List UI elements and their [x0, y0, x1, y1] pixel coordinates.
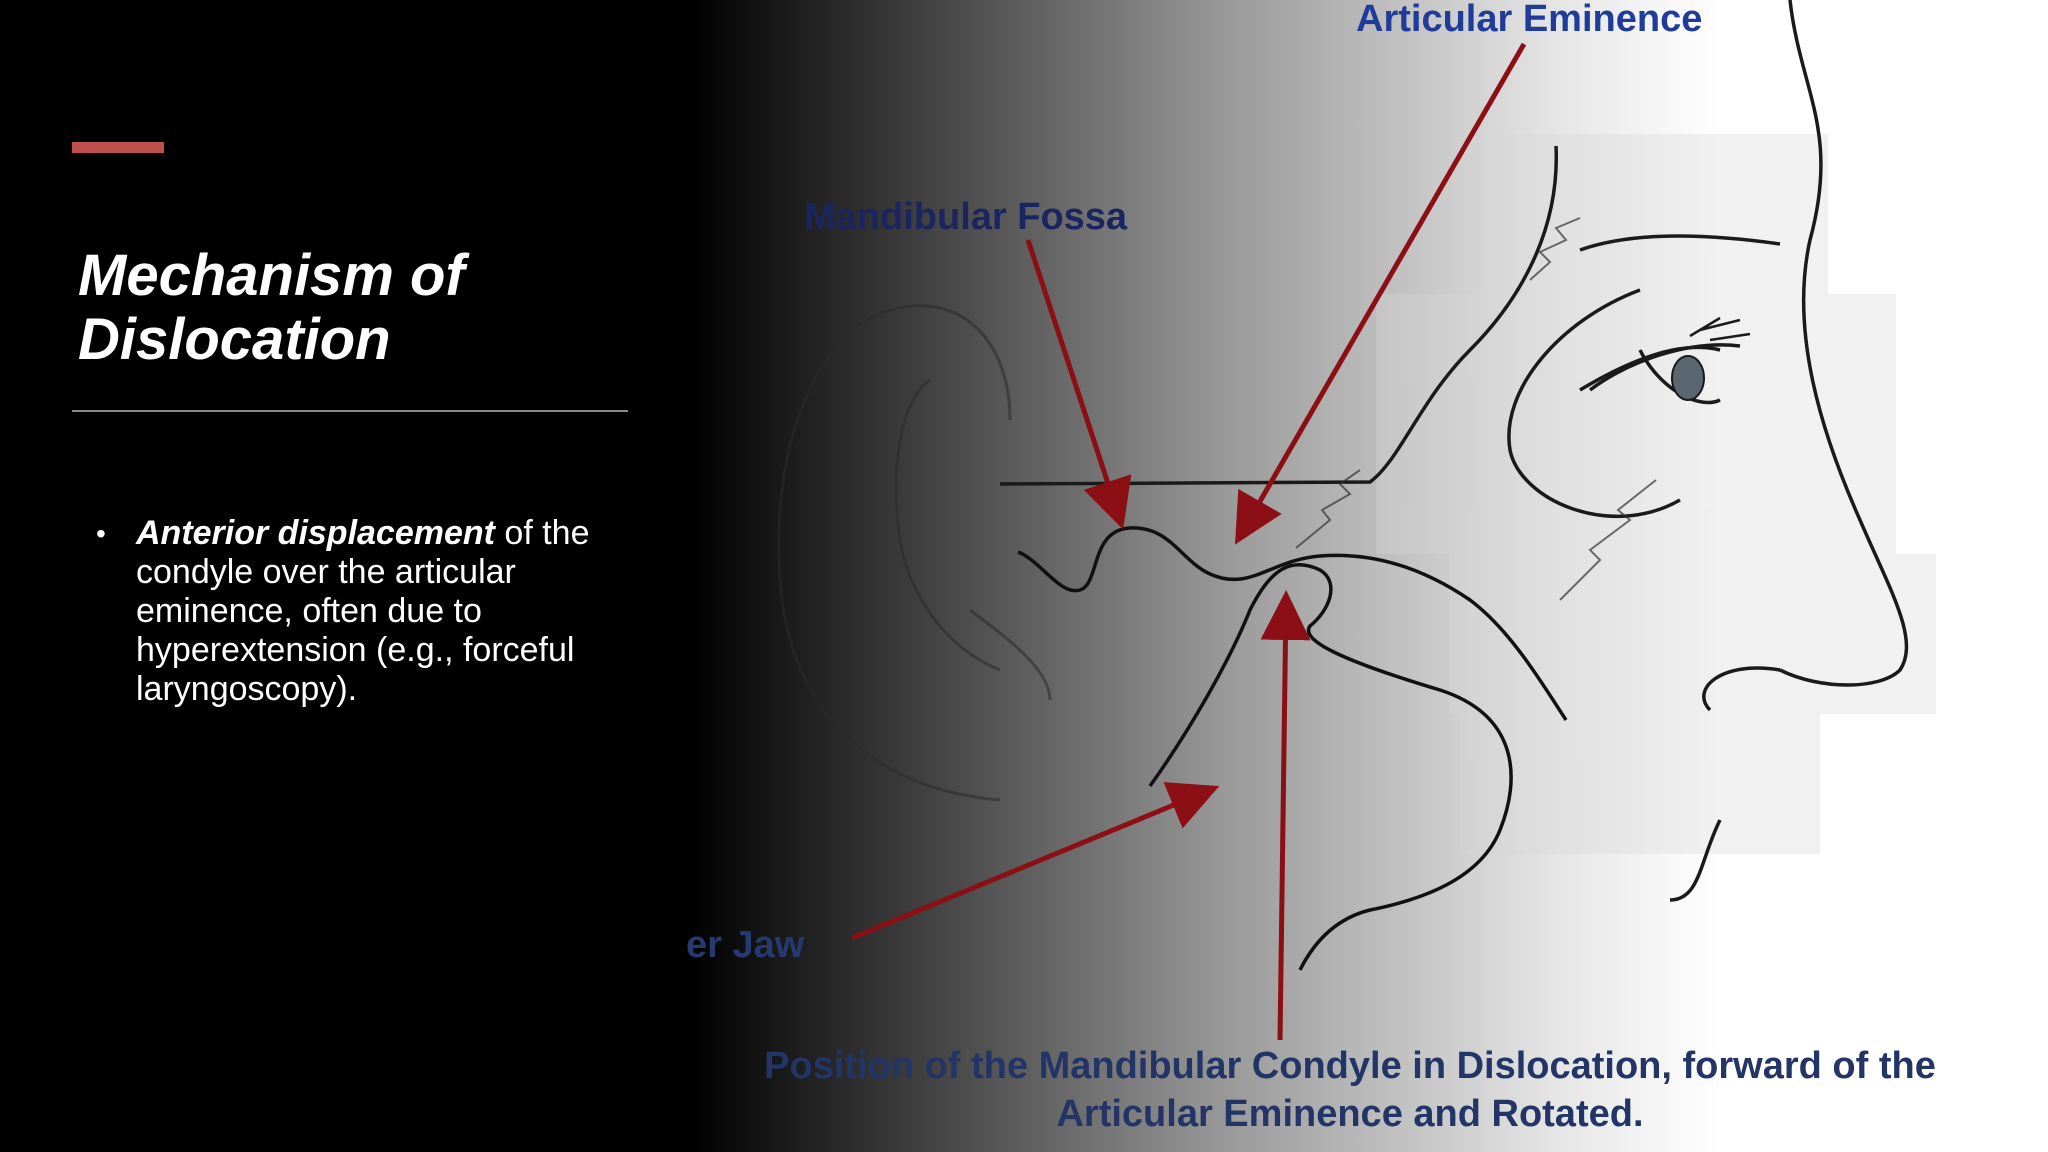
title-line-1: Mechanism of: [78, 243, 465, 308]
arrow-jaw: [852, 790, 1210, 938]
accent-bar: [72, 142, 164, 153]
bullet-line-2: condyle over the articular: [136, 553, 516, 591]
label-jaw: er Jaw: [686, 924, 805, 966]
slide-title: [78, 244, 638, 372]
bullet-line-1: [136, 514, 656, 553]
background-page-shading: [1376, 134, 1936, 854]
figure-caption: [690, 1042, 2010, 1138]
arrow-mandibular-fossa: [1028, 240, 1120, 520]
bullet-line-3: eminence, often due to: [136, 592, 482, 630]
ear-outline: [779, 306, 1050, 800]
bullet-line-5: laryngoscopy).: [136, 670, 358, 708]
label-articular-eminence: Articular Eminence: [1356, 0, 1703, 40]
caption-line-2: Articular Eminence and Rotated.: [1056, 1093, 1644, 1135]
bullet-dot-icon: •: [96, 518, 106, 549]
bullet-emphasis: Anterior displacement: [136, 514, 495, 552]
title-divider: [72, 410, 628, 412]
arrow-condyle: [1280, 600, 1286, 1040]
label-mandibular-fossa: Mandibular Fossa: [804, 196, 1128, 238]
bullet-line-4: hyperextension (e.g., forceful: [136, 631, 575, 669]
bullet-list: [96, 514, 656, 709]
caption-line-1: Position of the Mandibular Condyle in Dislocation, forward of the: [764, 1045, 1936, 1087]
title-line-2: Dislocation: [78, 307, 391, 372]
bullet-line-1-rest: of the: [494, 514, 590, 552]
text-panel: [0, 0, 690, 1152]
bullet-item: [96, 514, 656, 709]
